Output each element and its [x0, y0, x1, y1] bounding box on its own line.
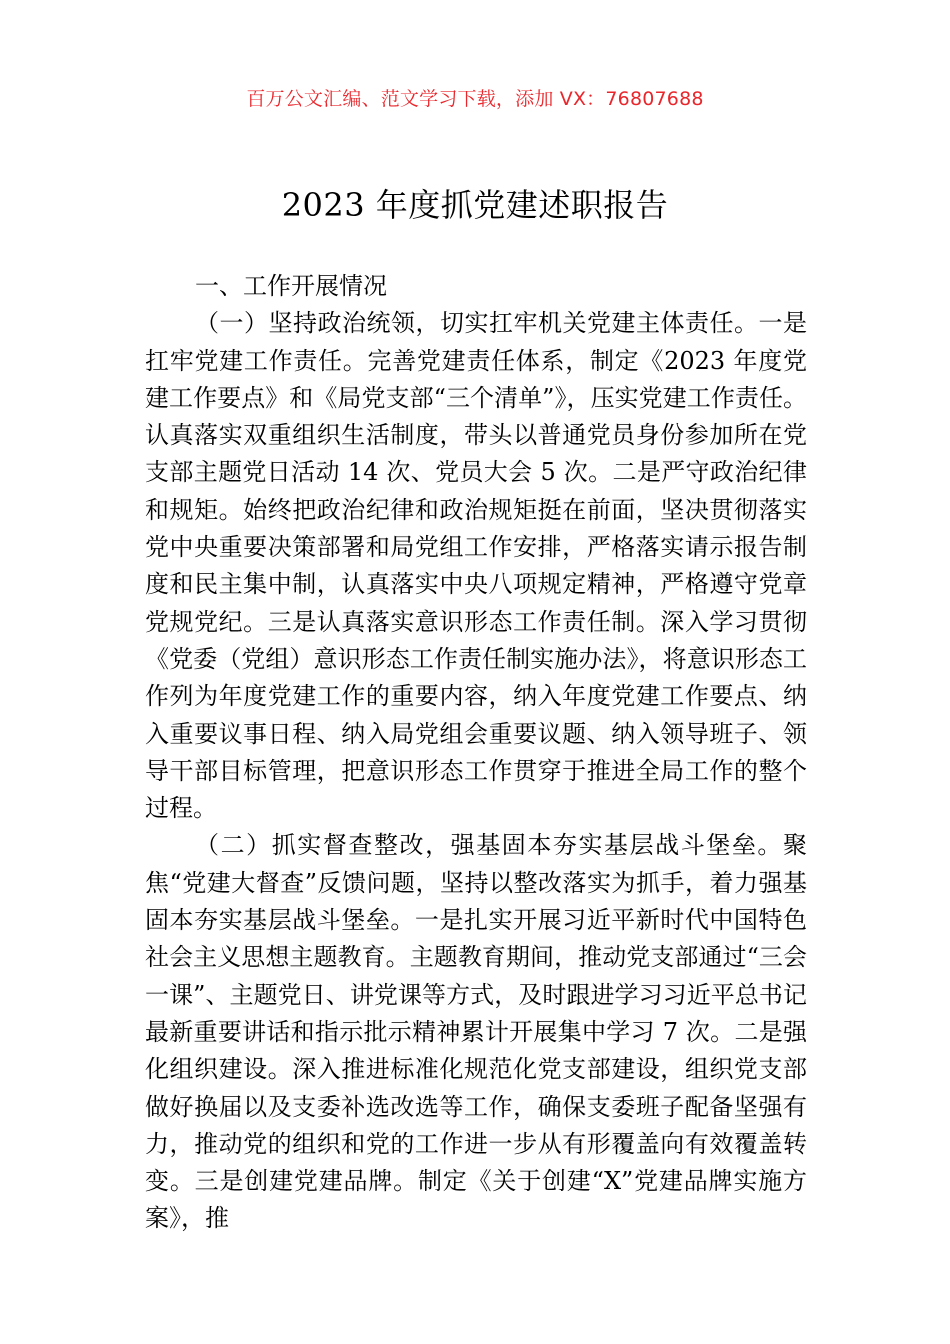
document-body	[145, 268, 807, 1238]
section-heading: 一、工作开展情况	[195, 272, 387, 300]
paragraph-1: （一）坚持政治统领，切实扛牢机关党建主体责任。一是扛牢党建工作责任。完善党建责任体系，制定《2023 年度党建工作要点》和《局党支部“三个清单”》，压实党建工作责任。认真落实双重组织生活制度，带头以普通党员身份参加所在党支部主题党日活动 14 次、党员大会 5 次。二是严守政治纪律和规矩。始终把政治纪律和政治规矩挺在前面，坚决贯彻落实党中央重要决策部署和局党组工作安排，严格落实请示报告制度和民主集中制，认真落实中央八项规定精神，严格遵守党章党规党纪。三是认真落实意识形态工作责任制。深入学习贯彻《党委（党组）意识形态工作责任制实施办法》，将意识形态工作列为年度党建工作的重要内容，纳入年度党建工作要点、纳入重要议事日程、纳入局党组会重要议题、纳入领导班子、领导干部目标管理，把意识形态工作贯穿于推进全局工作的整个过程。	[145, 309, 807, 823]
document-title: 2023 年度抓党建述职报告	[281, 186, 669, 224]
watermark-banner: 百万公文汇编、范文学习下载，添加 VX：76807688	[246, 88, 704, 110]
paragraph-2: （二）抓实督查整改，强基固本夯实基层战斗堡垒。聚焦“党建大督查”反馈问题，坚持以整改落实为抓手，着力强基固本夯实基层战斗堡垒。一是扎实开展习近平新时代中国特色社会主义思想主题教育。主题教育期间，推动党支部通过“三会一课”、主题党日、讲党课等方式，及时跟进学习习近平总书记最新重要讲话和指示批示精神累计开展集中学习 7 次。二是强化组织建设。深入推进标准化规范化党支部建设，组织党支部做好换届以及支委补选改选等工作，确保支委班子配备坚强有力，推动党的组织和党的工作进一步从有形覆盖向有效覆盖转变。三是创建党建品牌。制定《关于创建“X”党建品牌实施方案》，推	[145, 831, 807, 1233]
